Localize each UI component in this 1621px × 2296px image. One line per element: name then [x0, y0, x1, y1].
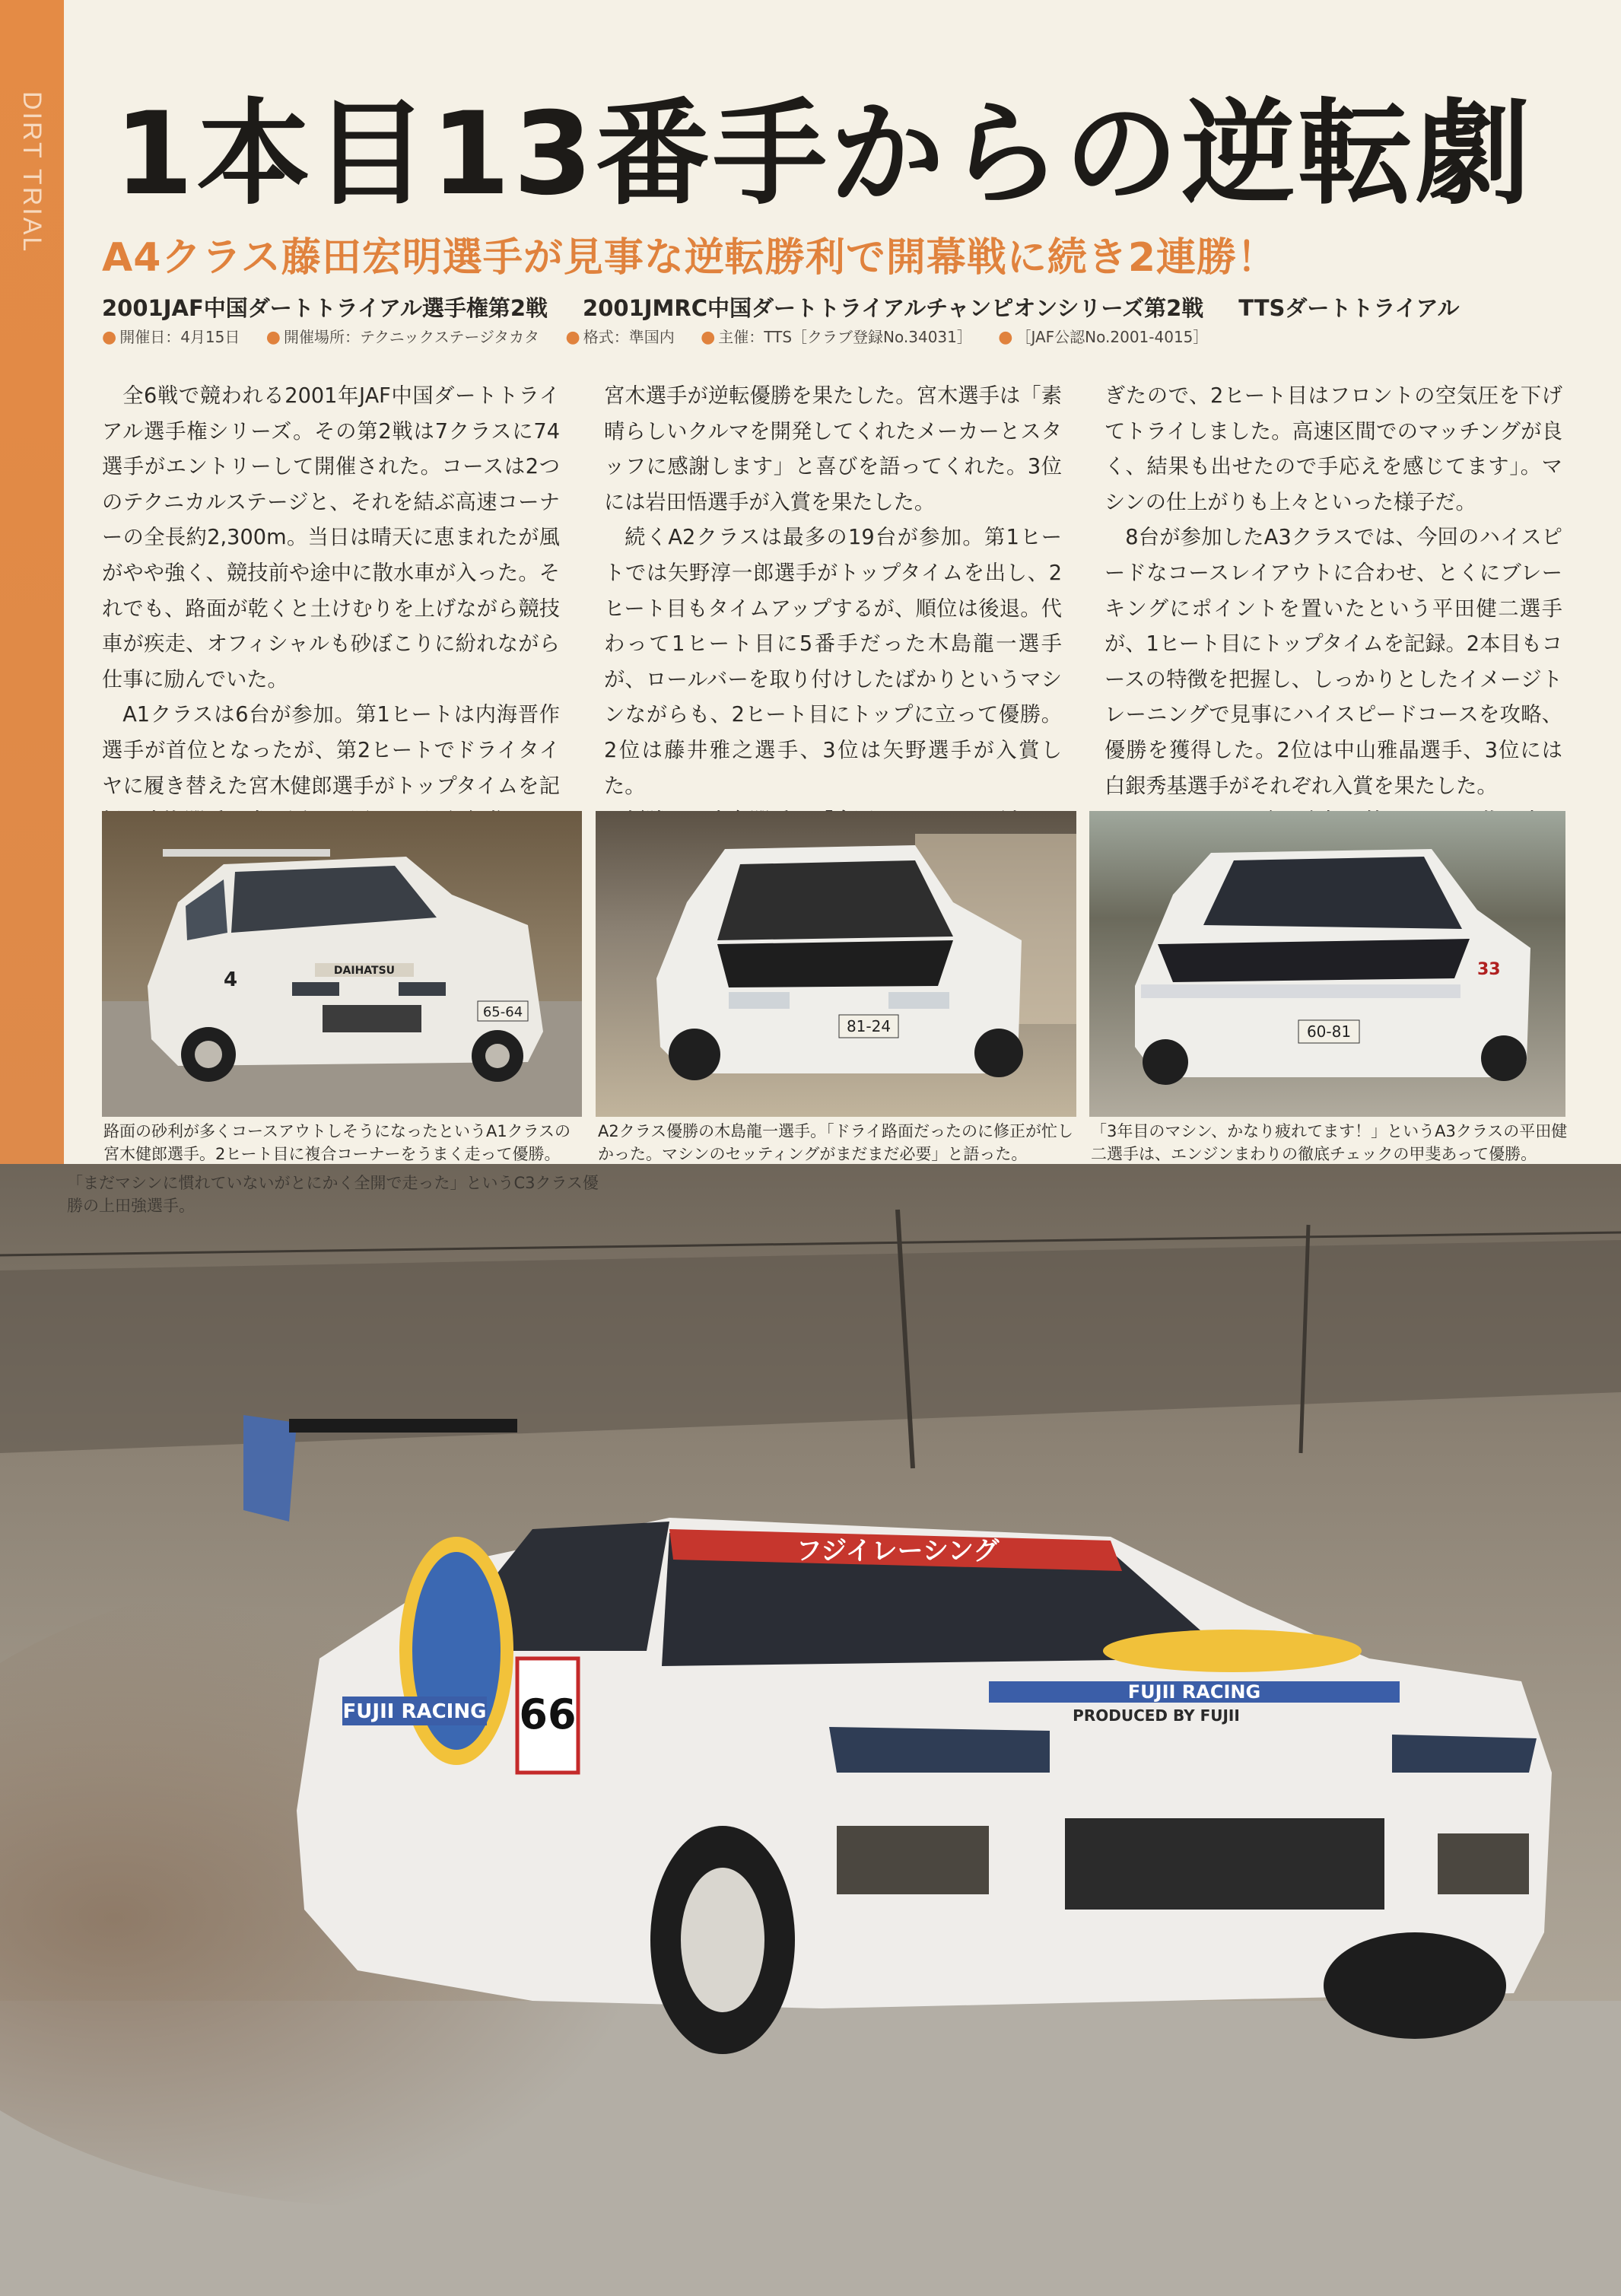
car-number: 33 [1477, 960, 1501, 979]
caption-photo-2: A2クラス優勝の木島龍一選手。「ドライ路面だったのに修正が忙しかった。マシンのセッティングがまだまだ必要」と語った。 [598, 1122, 1073, 1163]
plate-text: 60-81 [1306, 1022, 1352, 1041]
caption-photo-1: 路面の砂利が多くコースアウトしそうになったというA1クラスの宮木健郎選手。2ヒート目に複合コーナーをうまく走って優勝。 [103, 1122, 571, 1163]
meta-venue: ● 開催場所：テクニックステージタカタ [265, 328, 540, 347]
brand-text: DAIHATSU [333, 965, 396, 977]
paragraph: 8台が参加したA3クラスでは、今回のハイスピードなコースレイアウトに合わせ、とくにブレーキングにポイントを置いたという平田健二選手が、1ヒート目にトップタイムを記録。2本目もコースの特徴を把握し、しっかりとしたイメージトレーニングで見事にハイスピードコースを攻略、優勝を獲得した。2位は中山雅晶選手、3位には白銀秀基選手がそれぞれ入賞を果たした。 [1105, 526, 1562, 798]
bullet-icon: ● [998, 328, 1013, 347]
meta-date: ● 開催日：4月15日 [102, 328, 240, 347]
car-number: 4 [224, 968, 238, 991]
hood-subtext: PRODUCED BY FUJII [1073, 1706, 1240, 1725]
paragraph: 続くA2クラスは最多の19台が参加。第1ヒートでは矢野淳一郎選手がトップタイムを出し、2ヒート目もタイムアップするが、順位は後退。代わって1ヒート目に5番手だった木島龍一選手が、ロールバーを取り付けしたばかりというマシンながらも、2ヒート目にトップに立って優勝。2位は藤井雅之選手、3位は矢野選手が入賞した。 [604, 526, 1062, 798]
subhead: A4クラス藤田宏明選手が見事な逆転勝利で開幕戦に続き2連勝！ [102, 235, 1278, 281]
bullet-icon: ● [102, 328, 117, 347]
caption-photo-3: 「3年目のマシン、かなり疲れてます！」というA3クラスの平田健二選手は、エンジンまわりの徹底チェックの甲斐あって優勝。 [1091, 1122, 1568, 1163]
race-number: 66 [519, 1690, 577, 1738]
event-meta [102, 326, 1547, 349]
plate-text: 65-64 [482, 1004, 523, 1020]
meta-organizer: ● 主催：TTS［クラブ登録No.34031］ [701, 328, 972, 347]
headline: 1本目13番手からの逆転劇 [114, 88, 1534, 221]
paragraph: 全6戦で競われる2001年JAF中国ダートトライアル選手権シリーズ。その第2戦は7クラスに74選手がエントリーして開催された。コースは2つのテクニカルステージと、それを結ぶ高速コーナーの全長約2,300m。当日は晴天に恵まれたが風がやや強く、競技前や途中に散水車が入った。それでも、路面が乾くと土けむりを上げながら競技車が疾走、オフィシャルも砂ぼこりに紛れながら仕事に励んでいた。 [102, 384, 560, 692]
photo-c3-class-car [0, 1164, 1621, 2296]
door-text: FUJII RACING [342, 1700, 487, 1723]
photo-a3-class-car [1089, 811, 1565, 1117]
meta-format: ● 格式：準国内 [565, 328, 675, 347]
plate-text: 81-24 [846, 1017, 892, 1035]
bullet-icon: ● [565, 328, 580, 347]
paragraph: ぎたので、2ヒート目はフロントの空気圧を下げてトライしました。高速区間でのマッチングが良く、結果も出せたので手応えを感じてます」。マシンの仕上がりも上々といった様子だ。 [1105, 384, 1562, 514]
hood-text: FUJII RACING [1127, 1681, 1261, 1703]
series-titles [102, 293, 1547, 323]
body-column-1 [102, 379, 560, 840]
paragraph: A1クラスは6台が参加。第1ヒートは内海晋作選手が首位となったが、第2ヒートでドライタイヤに履き替えた宮木健郎選手がトップタイムを記 [102, 703, 560, 798]
bullet-icon: ● [265, 328, 281, 347]
body-column-3 [1105, 379, 1562, 840]
caption-big-photo: 「まだマシンに慣れていないがとにかく全開で走った」というC3クラス優勝の上田強選手。 [67, 1174, 599, 1215]
meta-jaf-permit: ● ［JAF公認No.2001-4015］ [998, 328, 1209, 347]
series-title-2: 2001JMRC中国ダートトライアルチャンピオンシリーズ第2戦 [583, 295, 1204, 321]
section-color-band [0, 0, 64, 1164]
bullet-icon: ● [701, 328, 716, 347]
photo-a1-class-car [102, 811, 582, 1117]
section-label: DIRT TRIAL [17, 91, 46, 254]
series-title-3: TTSダートトライアル [1238, 295, 1460, 321]
paragraph: 宮木選手が逆転優勝を果たした。宮木選手は「素晴らしいクルマを開発してくれたメーカーとスタッフに感謝します」と喜びを語ってくれた。3位には岩田悟選手が入賞を果たした。 [604, 384, 1062, 514]
series-title-1: 2001JAF中国ダートトライアル選手権第2戦 [102, 295, 548, 321]
photo-a2-class-car [596, 811, 1076, 1117]
windshield-banner: フジイレーシング [796, 1536, 1000, 1566]
article-body [102, 379, 1567, 805]
